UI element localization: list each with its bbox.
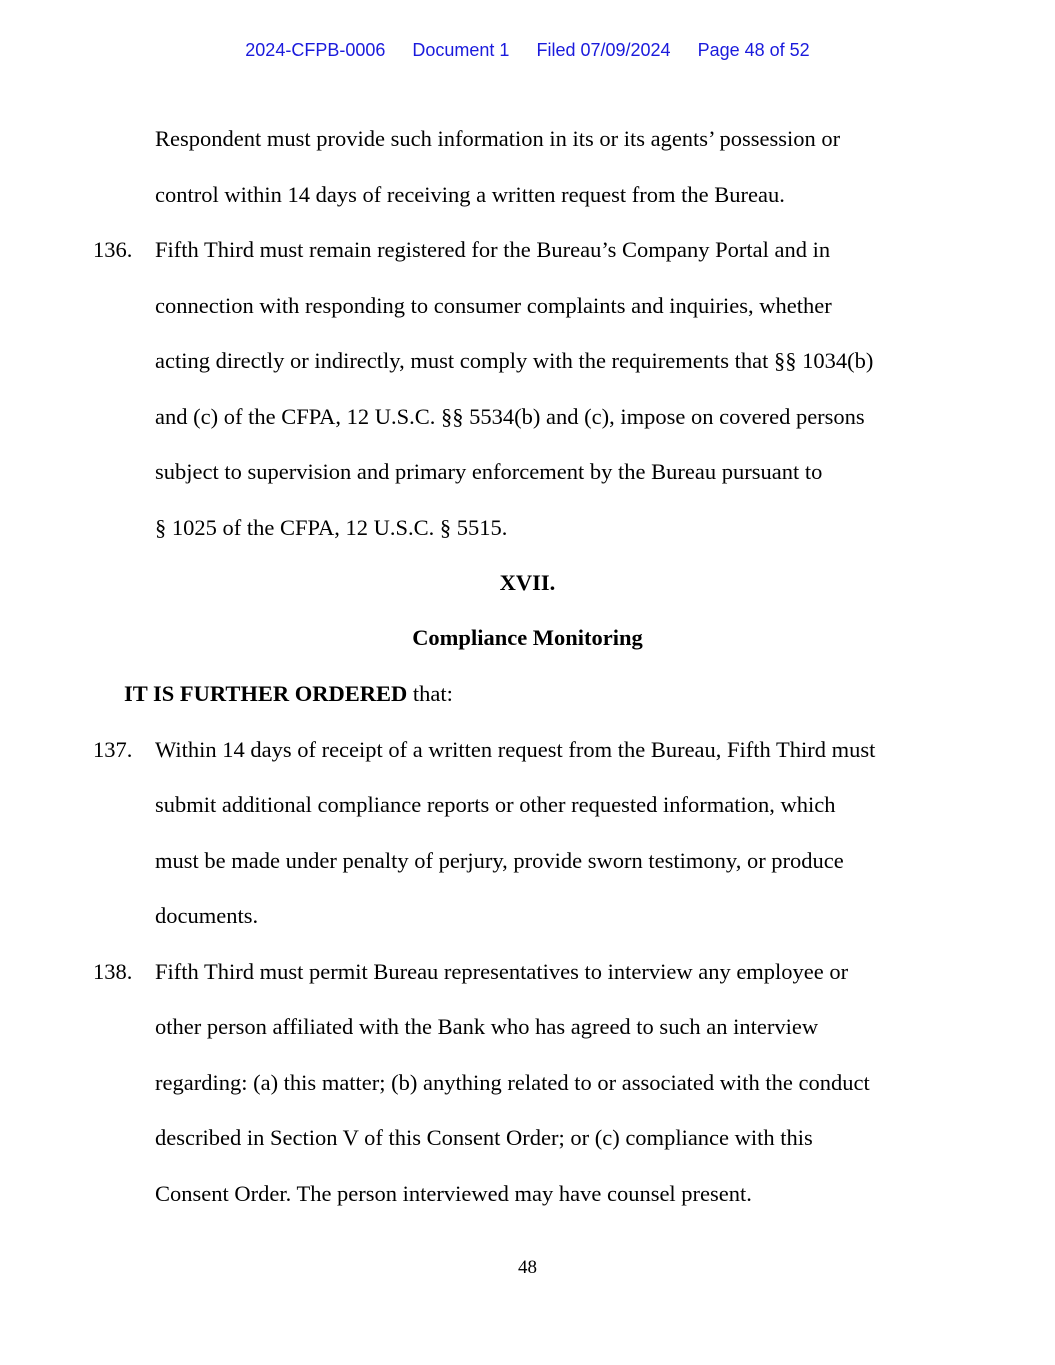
filed-date: Filed 07/09/2024 <box>536 40 671 60</box>
paragraph-138-line: Fifth Third must permit Bureau representatives to interview any employee or <box>155 959 849 984</box>
section-number: XVII. <box>499 570 556 595</box>
paragraph-number-137: 137. <box>93 737 133 762</box>
paragraph-138-line: described in Section V of this Consent Order; or (c) compliance with this <box>155 1125 813 1150</box>
paragraph-136-line: and (c) of the CFPA, 12 U.S.C. §§ 5534(b) and (c), impose on covered persons <box>155 404 865 429</box>
paragraph-136-line: Fifth Third must remain registered for the Bureau’s Company Portal and in <box>155 237 831 262</box>
section-title: Compliance Monitoring <box>412 625 643 650</box>
paragraph-137-line: submit additional compliance reports or other requested information, which <box>155 792 836 817</box>
document-label: Document 1 <box>412 40 510 60</box>
ordered-rest-text: that: <box>407 681 453 706</box>
paragraph-137-line: Within 14 days of receipt of a written request from the Bureau, Fifth Third must <box>155 737 876 762</box>
continuation-line: Respondent must provide such information in its or its agents’ possession or <box>155 126 841 151</box>
paragraph-136-line: acting directly or indirectly, must comply with the requirements that §§ 1034(b) <box>155 348 874 373</box>
paragraph-136-line: subject to supervision and primary enforcement by the Bureau pursuant to <box>155 459 823 484</box>
case-number: 2024-CFPB-0006 <box>245 40 386 60</box>
paragraph-137-line: documents. <box>155 903 259 928</box>
paragraph-number-136: 136. <box>93 237 133 262</box>
page-label: Page 48 of 52 <box>697 40 810 60</box>
paragraph-136-line: § 1025 of the CFPA, 12 U.S.C. § 5515. <box>155 515 508 540</box>
ordered-bold-text: IT IS FURTHER ORDERED <box>124 681 408 706</box>
paragraph-138-line: other person affiliated with the Bank who has agreed to such an interview <box>155 1014 819 1039</box>
paragraph-number-138: 138. <box>93 959 133 984</box>
paragraph-138-line: Consent Order. The person interviewed may have counsel present. <box>155 1181 752 1206</box>
filing-header <box>0 40 1055 61</box>
ordered-clause <box>124 681 453 707</box>
page-number: 48 <box>518 1257 537 1278</box>
paragraph-137-line: must be made under penalty of perjury, provide sworn testimony, or produce <box>155 848 844 873</box>
paragraph-138-line: regarding: (a) this matter; (b) anything related to or associated with the conduct <box>155 1070 870 1095</box>
paragraph-136-line: connection with responding to consumer complaints and inquiries, whether <box>155 293 832 318</box>
continuation-line: control within 14 days of receiving a written request from the Bureau. <box>155 182 785 207</box>
